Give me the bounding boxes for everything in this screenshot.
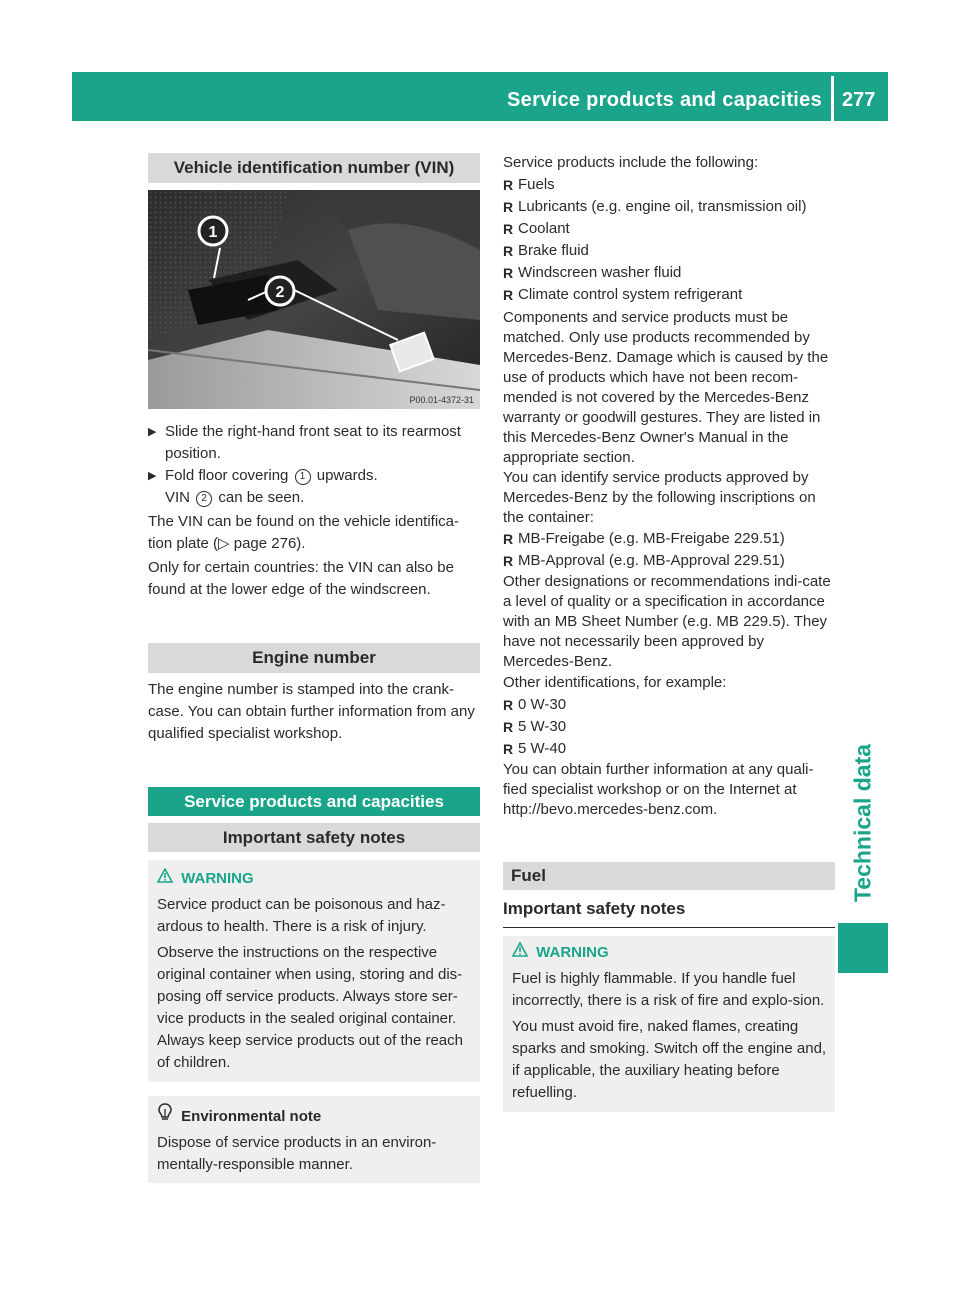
list-item: R Fuels xyxy=(503,176,555,193)
warning-title: WARNING xyxy=(181,870,254,887)
warning-text-1: Service product can be poisonous and haz-ardous to health. There is a risk of injury. xyxy=(157,896,446,935)
step-fold-covering: ▶ Fold floor covering 1 upwards. VIN 2 can be seen. xyxy=(148,465,480,509)
vin-location-photo xyxy=(148,190,480,409)
identifications-intro: Other identifications, for example: xyxy=(503,674,727,691)
products-list xyxy=(503,174,835,306)
further-info-paragraph: You can obtain further information at any quali-fied specialist workshop or on the Internet at http://bevo.mercedes-benz.com. xyxy=(503,761,814,818)
warning-triangle-icon xyxy=(512,942,532,964)
side-tab-marker xyxy=(838,923,888,973)
left-column xyxy=(148,153,480,1183)
callout-2-label: 2 xyxy=(275,284,285,301)
approvals-list xyxy=(503,528,835,572)
important-safety-notes-heading: Important safety notes xyxy=(148,823,480,852)
step-slide-seat: ▶ Slide the right-hand front seat to its rearmost position. xyxy=(148,421,480,465)
list-item: R 0 W-30 xyxy=(503,696,567,713)
warning-triangle-icon xyxy=(157,868,177,890)
fuel-warning-text-1: Fuel is highly flammable. If you handle fuel incorrectly, there is a risk of fire and explo-sion. xyxy=(512,970,825,1009)
designations-paragraph: Other designations or recommendations indi-cate a level of quality or a specification in accordance with an MB Sheet Number (e.g. MB 229.5). They have not necessarily been approved by Mercedes-Benz. xyxy=(503,573,831,670)
side-tab xyxy=(838,723,888,923)
identifications-list xyxy=(503,694,835,760)
matching-paragraph: Components and service products must be matched. Only use products recommended by Mercedes-Benz. Damage which is caused by the use of products which have not been recom-mended is not covered by the Mercedes-Benz warranty or goodwill gestures. They are listed in this Mercedes-Benz Owner's Manual in the appropriate section. xyxy=(503,309,829,466)
env-title-row xyxy=(157,1103,472,1128)
page-number: 277 xyxy=(842,89,876,111)
fuel-warning-box xyxy=(503,936,835,1112)
list-item: R Climate control system refrigerant xyxy=(503,286,743,303)
list-item: R MB-Freigabe (e.g. MB-Freigabe 229.51) xyxy=(503,530,785,547)
fuel-heading: Fuel xyxy=(503,862,835,890)
list-item: R MB-Approval (e.g. MB-Approval 229.51) xyxy=(503,552,785,569)
warning-title-row xyxy=(157,868,472,890)
list-item: R 5 W-40 xyxy=(503,740,567,757)
products-intro: Service products include the following: xyxy=(503,154,759,171)
header-separator xyxy=(831,76,834,121)
figure-code: P00.01-4372-31 xyxy=(409,395,474,405)
service-products-heading: Service products and capacities xyxy=(148,787,480,816)
header-title: Service products and capacities xyxy=(507,89,822,111)
env-title: Environmental note xyxy=(181,1108,322,1125)
engine-number-paragraph: The engine number is stamped into the crank-case. You can obtain further information from any qualified specialist workshop. xyxy=(148,681,475,742)
list-item: R Coolant xyxy=(503,220,570,237)
page-header xyxy=(72,72,888,121)
fuel-warning-text-2: You must avoid fire, naked flames, creating sparks and smoking. Switch off the engine and, if applicable, the auxiliary heating before refuelling. xyxy=(512,1018,827,1101)
vin-paragraph-2: Only for certain countries: the VIN can also be found at the lower edge of the windscreen. xyxy=(148,559,454,598)
lightbulb-icon xyxy=(157,1103,177,1128)
fuel-warning-title-row xyxy=(512,942,827,964)
right-column xyxy=(503,152,835,1112)
warning-box xyxy=(148,860,480,1082)
list-item: R Windscreen washer fluid xyxy=(503,264,682,281)
list-item: R Lubricants (e.g. engine oil, transmission oil) xyxy=(503,198,807,215)
identify-paragraph: You can identify service products approved by Mercedes-Benz by the following inscriptions on the container: xyxy=(503,469,816,526)
vin-figure xyxy=(148,190,480,409)
vin-paragraph-1: The VIN can be found on the vehicle identifica-tion plate (▷ page 276). xyxy=(148,513,460,552)
fuel-safety-subheading: Important safety notes xyxy=(503,898,835,928)
list-item: R Brake fluid xyxy=(503,242,589,259)
env-text: Dispose of service products in an environ-mentally-responsible manner. xyxy=(157,1134,437,1173)
list-item: R 5 W-30 xyxy=(503,718,567,735)
environmental-note-box xyxy=(148,1096,480,1183)
callout-2-ref: 2 xyxy=(196,491,212,507)
callout-1-label: 1 xyxy=(208,224,218,241)
callout-1-ref: 1 xyxy=(295,469,311,485)
fuel-warning-title: WARNING xyxy=(536,944,609,961)
engine-number-heading: Engine number xyxy=(148,643,480,673)
side-tab-label: Technical data xyxy=(849,743,876,903)
vin-heading: Vehicle identification number (VIN) xyxy=(148,153,480,183)
warning-text-2: Observe the instructions on the respective original container when using, storing and dis-posing off service products. Always store ser-vice products in the sealed original container. Always keep service products out of the reach of children. xyxy=(157,944,463,1071)
